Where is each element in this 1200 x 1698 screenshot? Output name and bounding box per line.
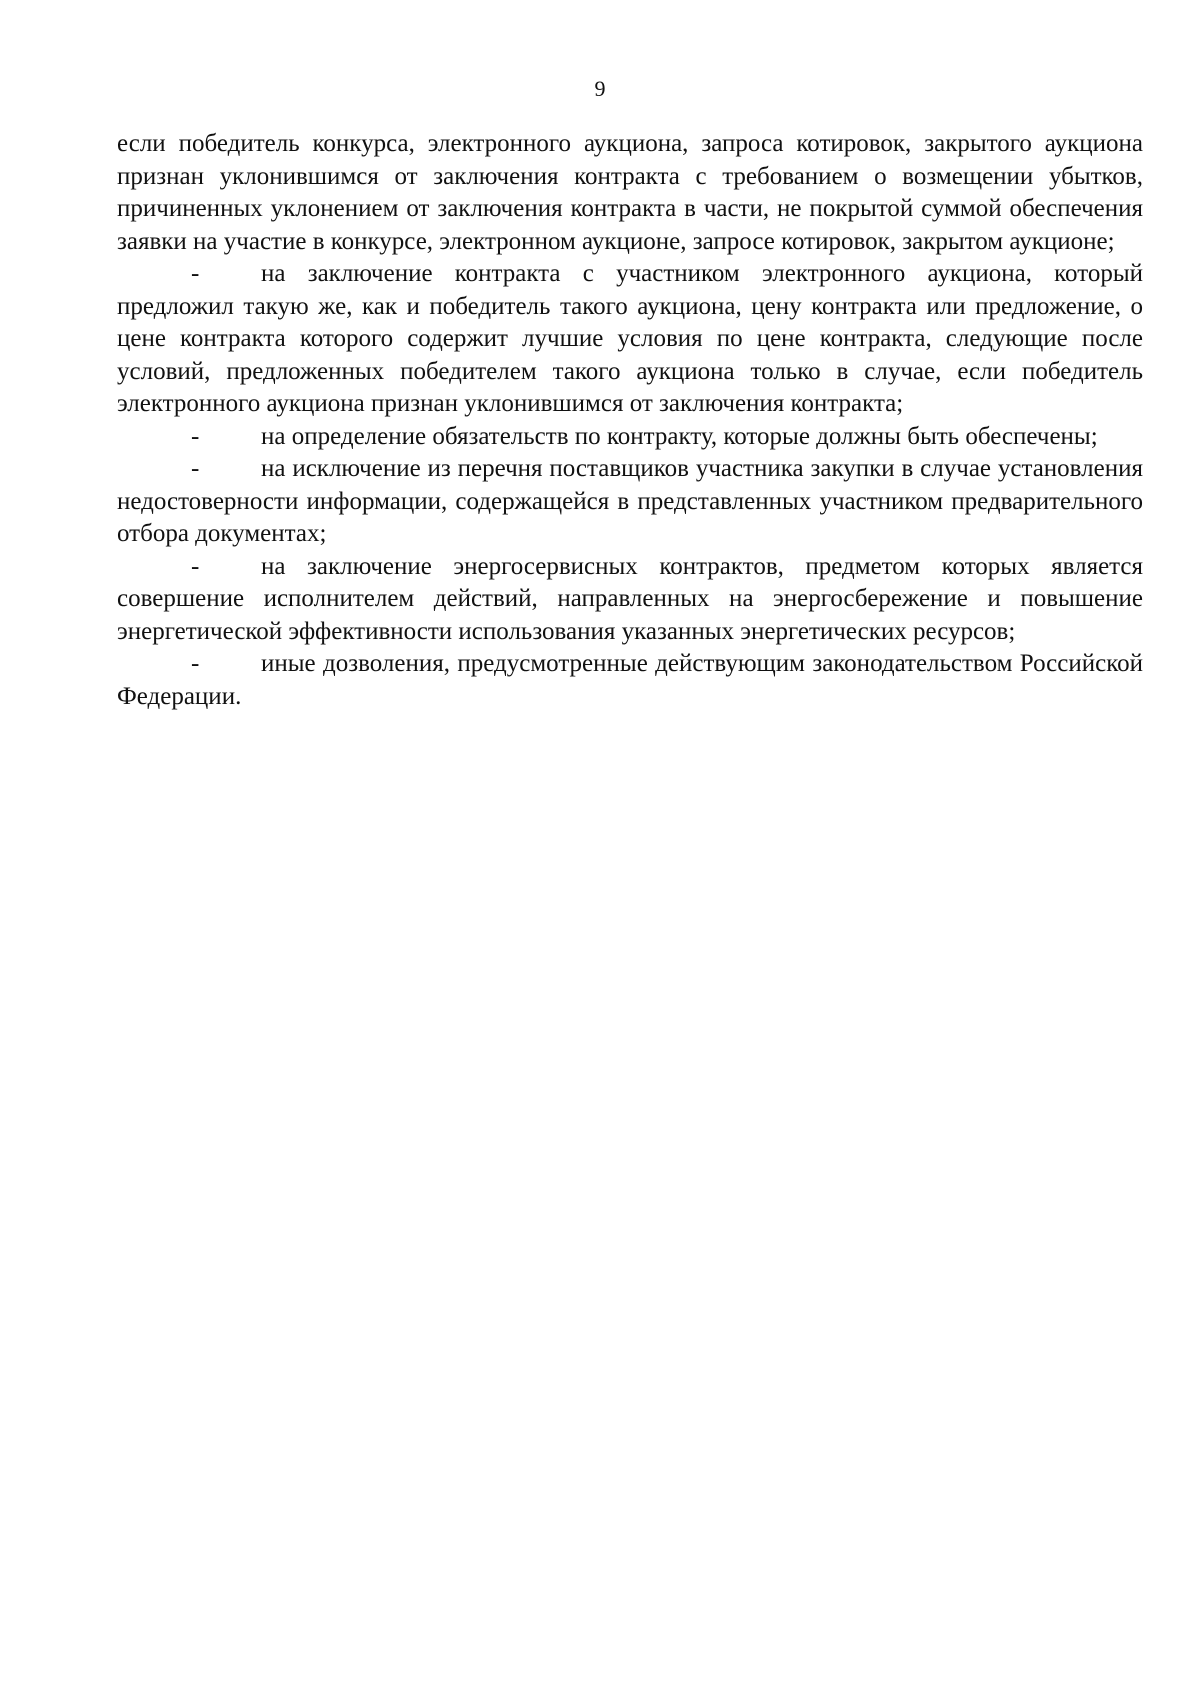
list-item-text: на определение обязательств по контракту, которые должны быть обеспечены; (261, 422, 1098, 450)
list-item-dash: - (191, 260, 200, 287)
list-item-dash: - (191, 455, 200, 482)
list-item-text: иные дозволения, предусмотренные действующим законодательством Российской Федерации. (117, 650, 1143, 710)
list-item (117, 453, 1143, 551)
intro-paragraph: если победитель конкурса, электронного аукциона, запроса котировок, закрытого аукциона признан уклонившимся от заключения контракта с требованием о возмещении убытков, причиненных уклонением от заключения контракта в части, не покрытой суммой обеспечения заявки на участие в конкурсе, электронном аукционе, запросе котировок, закрытом аукционе; (117, 130, 1143, 255)
list-item (117, 258, 1143, 421)
list-item-dash: - (191, 422, 200, 450)
document-body (117, 128, 1143, 713)
list-item-text: на заключение энергосервисных контрактов, предметом которых является совершение исполнителем действий, направленных на энергосбережение и повышение энергетической эффективности использования указанных энергетических ресурсов; (117, 552, 1143, 645)
list-item-text: на исключение из перечня поставщиков участника закупки в случае установления недостоверности информации, содержащейся в представленных участником предварительного отбора документах; (117, 455, 1143, 547)
list-item-dash: - (191, 552, 200, 580)
list-item (117, 648, 1143, 713)
list-item-text: на заключение контракта с участником электронного аукциона, который предложил такую же, как и победитель такого аукциона, цену контракта или предложение, о цене контракта которого содержит лучшие условия по цене контракта, следующие после условий, предложенных победителем такого аукциона только в случае, если победитель электронного аукциона признан уклонившимся от заключения контракта; (117, 260, 1143, 417)
list-item (117, 421, 1143, 454)
list-item (117, 551, 1143, 649)
list-item-dash: - (191, 650, 200, 677)
page-number: 9 (594, 76, 606, 101)
